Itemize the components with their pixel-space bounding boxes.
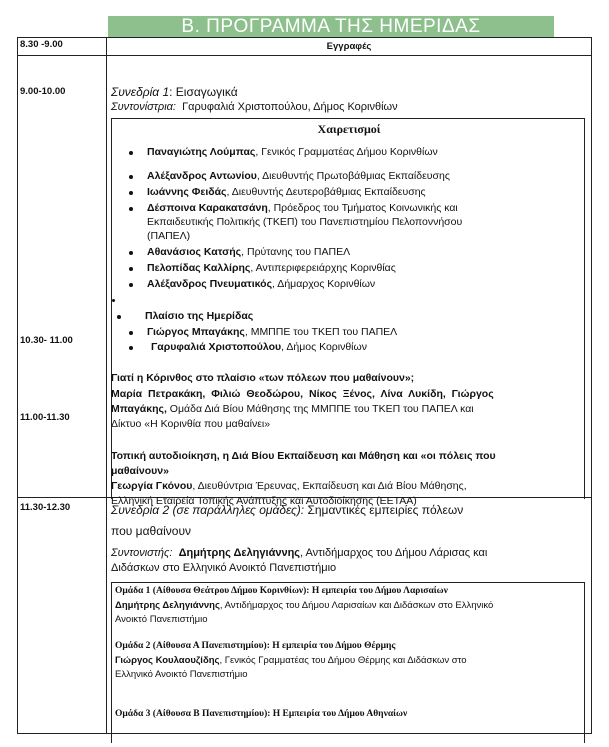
coordinator-role: , Αντιδήμαρχος του Δήμου Λάρισας και (300, 547, 488, 559)
page-title: Β. ΠΡΟΓΡΑΜΜΑ ΤΗΣ ΗΜΕΡΙΔΑΣ (181, 16, 481, 37)
person-name: Πελοπίδας Καλλίρης (147, 262, 251, 274)
coordinator-name: Δημήτρης Δεληγιάννης (178, 547, 301, 559)
table-row (18, 38, 592, 56)
list-item (129, 202, 458, 214)
bullet-icon (112, 299, 115, 302)
list-item-continuation: (ΠΑΠΕΛ) (147, 230, 191, 242)
session-title: : Εισαγωγικά (169, 85, 238, 99)
frame-title: Πλαίσιο της Ημερίδας (145, 310, 254, 322)
section-title-bar (108, 16, 554, 38)
bullet-icon (129, 283, 133, 287)
bullet-icon (129, 251, 133, 255)
registration-label: Εγγραφές (326, 41, 372, 52)
person-name: Αλέξανδρος Αντωνίου (147, 170, 257, 182)
group-speaker-role: , Αντιδήμαρχος του Δήμου Λαρισαίων και Διδάσκων στο Ελληνικό (219, 600, 494, 611)
time-label: 8.30 -9.00 (20, 39, 63, 50)
time-label: 9.00-10.00 (20, 86, 66, 97)
talk-1-speaker-cont: Μπαγάκης, (111, 403, 167, 415)
talk-2-affiliation-cont: Ελληνική Εταιρεία Τοπικής Ανάπτυξης και Αυτοδιοίκησης (ΕΕΤΑΑ) (111, 495, 417, 507)
table-row (18, 56, 592, 498)
talk-2-title: Τοπική αυτοδιοίκηση, η Διά Βίου Εκπαίδευση και Μάθηση και «οι πόλεις που (111, 450, 496, 462)
person-name: Παναγιώτης Λούμπας (147, 146, 256, 158)
session-label: Συνεδρία 2 (σε παράλληλες ομάδες): (111, 503, 305, 517)
list-item (129, 341, 367, 353)
time-cell (18, 56, 107, 498)
session-1-heading (111, 85, 238, 99)
bullet-icon (117, 315, 121, 319)
person-name: Αθανάσιος Κατσής (147, 246, 242, 258)
list-item (129, 326, 397, 338)
bullet-icon (129, 151, 133, 155)
list-item (117, 310, 253, 322)
person-role: , Διευθυντής Δευτεροβάθμιας Εκπαίδευσης (226, 186, 426, 198)
group-speaker-role: , Γενικός Γραμματέας του Δήμου Θέρμης και Διδάσκων στο (219, 655, 467, 666)
coordinator-line (111, 547, 487, 559)
talk-1-affiliation: Ομάδα Διά Βίου Μάθησης της ΜΜΠΠΕ του ΤΚΕΠ του ΠΑΠΕΛ και (166, 403, 474, 415)
time-label: 11.00-11.30 (20, 412, 70, 423)
list-item (129, 246, 350, 258)
group-speaker: Δημήτρης Δεληγιάννης (115, 600, 220, 611)
person-role: , Γενικός Γραμματέας Δήμου Κορινθίων (255, 146, 438, 158)
session-label: Συνεδρία 1 (111, 85, 170, 99)
bullet-icon (129, 331, 133, 335)
person-role: , Πρόεδρος του Τμήματος Κοινωνικής και (267, 202, 458, 214)
content-cell (107, 498, 592, 734)
person-role: , Διευθυντής Πρωτοβάθμιας Εκπαίδευσης (256, 170, 450, 182)
group-2-speaker-role-cont: Ελληνικό Ανοικτό Πανεπιστήμιο (115, 669, 248, 680)
list-item (129, 186, 426, 198)
talk-1-desc (111, 403, 474, 415)
session-2-heading (111, 503, 463, 517)
program-table (17, 37, 592, 734)
bullet-icon (129, 346, 133, 350)
group-2-title: Ομάδα 2 (Αίθουσα Α Πανεπιστημίου): Η εμπειρία του Δήμου Θέρμης (115, 641, 396, 651)
talk-2-speaker: Γεωργία Γκόνου (111, 480, 193, 492)
time-label: 10.30- 11.00 (20, 335, 73, 346)
person-role: , Πρύτανης του ΠΑΠΕΛ (241, 246, 351, 258)
person-role: , Αντιπεριφερειάρχης Κορινθίας (250, 262, 396, 274)
list-item (129, 146, 438, 158)
bullet-icon (129, 207, 133, 211)
bullet-icon (129, 191, 133, 195)
list-item (129, 278, 375, 290)
bullet-icon (129, 175, 133, 179)
talk-2-affiliation: , Διευθύντρια Έρευνας, Εκπαίδευση και Διά Βίου Μάθησης, (192, 480, 467, 492)
group-1-speaker-line (115, 600, 493, 611)
person-name: Ιωάννης Φειδάς (147, 186, 227, 198)
group-2-speaker-line (115, 655, 467, 666)
group-3-title: Ομάδα 3 (Αίθουσα Β Πανεπιστημίου): Η Εμπειρία του Δήμου Αθηναίων (115, 709, 408, 719)
coordinator-role-cont: Διδάσκων στο Ελληνικό Ανοικτό Πανεπιστήμιο (111, 562, 337, 574)
talk-1-speakers: Μαρία Πετρακάκη, Φιλιώ Θεοδώρου, Νίκος Ξένος, Λίνα Λυκίδη, Γιώργος (111, 388, 494, 400)
content-cell (107, 56, 592, 507)
person-name: Γαρυφαλιά Χριστοπούλου (151, 341, 282, 353)
time-label: 11.30-12.30 (20, 502, 71, 513)
person-name: Γιώργος Μπαγάκης (147, 326, 245, 338)
person-name: Δέσποινα Καρακατσάνη (147, 202, 268, 214)
content-cell (107, 38, 592, 56)
coordinator-name: Γαρυφαλιά Χριστοπούλου, Δήμος Κορινθίων (182, 101, 398, 113)
time-cell (18, 498, 107, 734)
session-2-heading-cont: που μαθαίνουν (111, 524, 192, 538)
talk-1-affiliation-cont: Δίκτυο «Η Κορινθία που μαθαίνει» (111, 418, 271, 430)
session-title: Σημαντικές εμπειρίες πόλεων (304, 503, 464, 517)
group-1-title: Ομάδα 1 (Αίθουσα Θεάτρου Δήμου Κορινθίων): Η εμπειρία του Δήμου Λαρισαίων (115, 586, 448, 596)
person-role: , ΜΜΠΠΕ του ΤΚΕΠ του ΠΑΠΕΛ (244, 326, 398, 338)
time-cell (18, 38, 107, 56)
list-item (129, 262, 396, 274)
person-role: , Δήμαρχος Κορινθίων (272, 278, 376, 290)
person-name: Αλέξανδρος Πνευματικός (147, 278, 273, 290)
person-role: , Δήμος Κορινθίων (281, 341, 367, 353)
list-item (129, 170, 450, 182)
talk-2-speaker-line (111, 480, 467, 492)
bullet-icon (129, 267, 133, 271)
talk-1-title: Γιατί η Κόρινθος στο πλαίσιο «των πόλεων που μαθαίνουν»; (111, 372, 415, 384)
talk-2-title-cont: μαθαίνουν» (111, 465, 169, 477)
coordinator-line (111, 101, 398, 113)
coordinator-label: Συντονιστής: (111, 547, 173, 559)
group-speaker: Γιώργος Κουλαουζίδης (115, 655, 220, 666)
table-row (18, 498, 592, 734)
greetings-title: Χαιρετισμοί (317, 122, 381, 136)
list-item-continuation: Εκπαιδευτικής Πολιτικής (ΤΚΕΠ) του Πανεπιστημίου Πελοποννήσου (147, 216, 463, 228)
group-1-speaker-role-cont: Ανοικτό Πανεπιστήμιο (115, 614, 208, 625)
coordinator-label: Συντονίστρια: (111, 101, 176, 113)
